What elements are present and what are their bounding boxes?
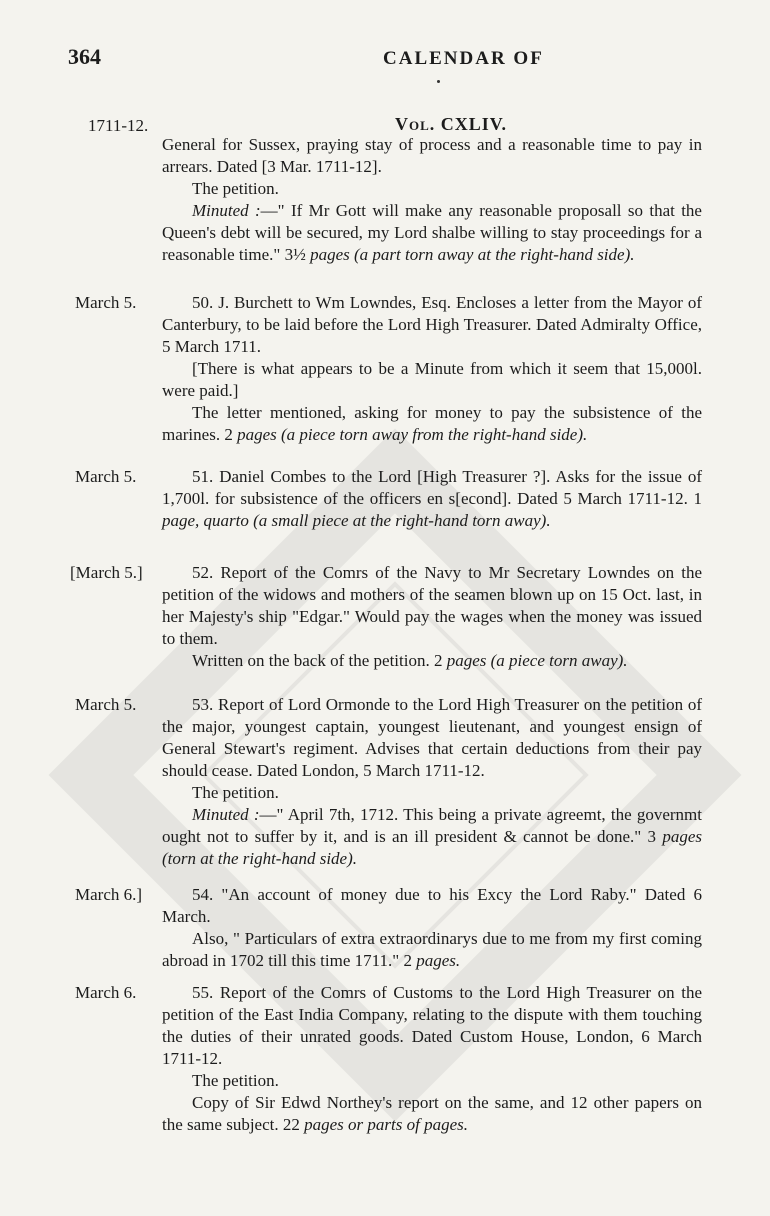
entry-text: Also, " Particulars of extra extraordinarys due to me from my first coming abroad in 1702 till this time 1711." 2 pages. xyxy=(162,929,702,970)
entry-date: March 5. xyxy=(75,293,137,312)
year-margin: 1711-12. xyxy=(88,116,149,135)
entry-text: The letter mentioned, asking for money to pay the subsistence of the marines. 2 pages (a piece torn away from the right-hand side). xyxy=(162,403,702,444)
entry-text: 54. "An account of money due to his Excy the Lord Raby." Dated 6 March. xyxy=(162,885,702,926)
calendar-entry xyxy=(162,562,702,672)
header-dot xyxy=(437,80,440,83)
entry-text: The petition. xyxy=(192,179,279,198)
entry-date: [March 5.] xyxy=(70,563,143,582)
volume-heading: Vol. CXLIV. xyxy=(395,114,507,134)
entry-text: 50. J. Burchett to Wm Lowndes, Esq. Encloses a letter from the Mayor of Canterbury, to be laid before the Lord High Treasurer. Dated Admiralty Office, 5 March 1711. xyxy=(162,293,702,356)
entry-minute: Minuted :—" If Mr Gott will make any reasonable proposall so that the Queen's debt will be secured, my Lord shalbe willing to stay proceedings for a reasonable time." 3½ pages (a part torn away at the right-hand side). xyxy=(162,201,702,264)
entry-text: 53. Report of Lord Ormonde to the Lord High Treasurer on the petition of the major, youngest captain, youngest lieutenant, and youngest ensign of General Stewart's regiment. Advises that certain deductions from their pay should cease. Dated London, 5 March 1711-12. xyxy=(162,695,702,780)
running-head: CALENDAR OF xyxy=(383,48,544,69)
entry-date: March 6. xyxy=(75,983,137,1002)
entry-note: [There is what appears to be a Minute from which it seem that 15,000l. were paid.] xyxy=(162,359,702,400)
entry-text: The petition. xyxy=(192,783,279,802)
entry-text: 52. Report of the Comrs of the Navy to Mr Secretary Lowndes on the petition of the widows and mothers of the seamen blown up on 15 Oct. last, in her Majesty's ship "Edgar." Would pay the wages when the money was issued to them. xyxy=(162,563,702,648)
entry-date: March 6.] xyxy=(75,885,143,904)
calendar-entry xyxy=(162,466,702,532)
entry-text: Written on the back of the petition. 2 pages (a piece torn away). xyxy=(192,651,628,670)
entry-date: March 5. xyxy=(75,695,137,714)
calendar-entry xyxy=(162,982,702,1136)
entry-date: March 5. xyxy=(75,467,137,486)
entry-text: 55. Report of the Comrs of Customs to the Lord High Treasurer on the petition of the East India Company, relating to the dispute with them touching the duties of their unrated goods. Dated Custom House, London, 6 March 1711-12. xyxy=(162,983,702,1068)
calendar-entry xyxy=(162,694,702,870)
entry-text: Copy of Sir Edwd Northey's report on the same, and 12 other papers on the same subject. 22 pages or parts of pages. xyxy=(162,1093,702,1134)
entry-text: 51. Daniel Combes to the Lord [High Treasurer ?]. Asks for the issue of 1,700l. for subsistence of the officers en s[econd]. Dated 5 March 1711-12. 1 page, quarto (a small piece at the right-hand torn away). xyxy=(162,467,702,530)
entry-continuation xyxy=(162,134,702,266)
entry-minute: Minuted :—" April 7th, 1712. This being a private agreemt, the governmt ought not to suffer by it, and is an ill president & cannot be done." 3 pages (torn at the right-hand side). xyxy=(162,805,703,868)
page-number: 364 xyxy=(68,44,101,69)
entry-text: General for Sussex, praying stay of process and a reasonable time to pay in arrears. Dated [3 Mar. 1711-12]. xyxy=(162,135,702,176)
calendar-entry xyxy=(162,884,702,972)
calendar-entry xyxy=(162,292,702,446)
entry-text: The petition. xyxy=(192,1071,279,1090)
